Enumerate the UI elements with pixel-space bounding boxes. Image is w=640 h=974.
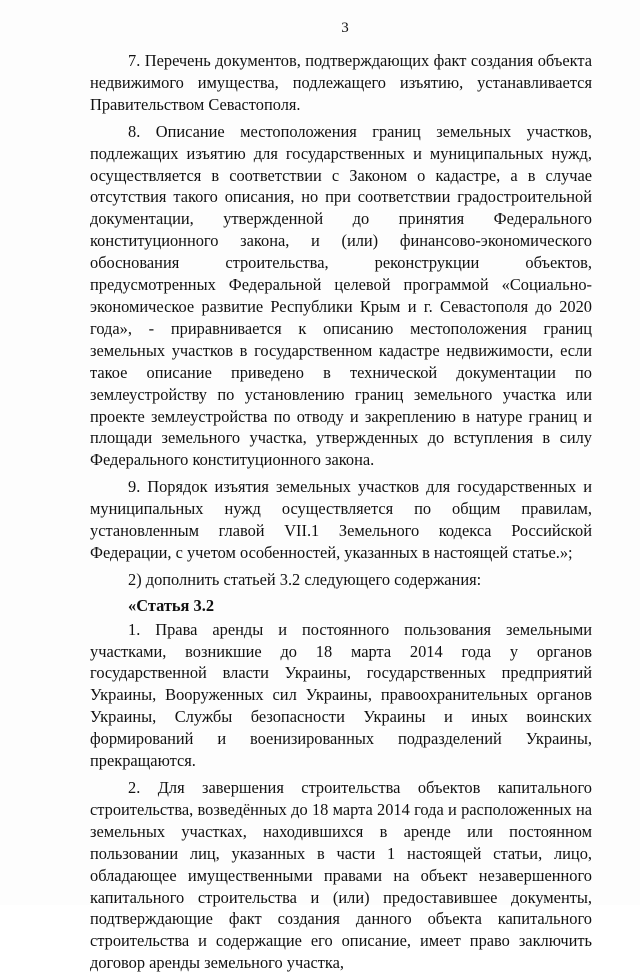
- paragraph-9: 9. Порядок изъятия земельных участков для государственных и муниципальных нужд осуществляется по общим правилам, установленным главой VII.1 Земельного кодекса Российской Федерации, с учетом особенностей, указанных в настоящей статье.»;: [90, 477, 592, 562]
- document-body: [90, 50, 592, 974]
- page-number: 3: [341, 20, 349, 36]
- paragraph-8: 8. Описание местоположения границ земельных участков, подлежащих изъятию для государственных и муниципальных нужд, осуществляется в соответствии с Законом о кадастре, а в случае отсутствия такого описания, но при соответствии градостроительной документации, утвержденной до принятия Федерального конституционного закона, и (или) финансово-экономического обоснования строительства, реконструкции объектов, предусмотренных Федеральной целевой программой «Социально-экономическое развитие Республики Крым и г. Севастополя до 2020 года», - приравнивается к описанию местоположения границ земельных участков в государственном кадастре недвижимости, если такое описание приведено в технической документации по землеустройству по установлению границ земельного участка или проекте землеустройства по отводу и закреплению в натуре границ и площади земельного участка, утвержденных до вступления в силу Федерального конституционного закона.: [90, 121, 592, 470]
- article-heading: «Статья 3.2: [128, 595, 215, 615]
- article-part-2: 2. Для завершения строительства объектов капитального строительства, возведённых до 18 марта 2014 года и расположенных на земельных участках, находившихся в аренде или постоянном пользовании лиц, указанных в части 1 настоящей статьи, лицо, обладающее имущественными правами на объект незавершенного капитального строительства и (или) предоставившее документы, подтверждающие факт создания данного объекта капитального строительства и содержащие его описание, имеет право заключить договор аренды земельного участка,: [90, 778, 592, 973]
- paragraph-7: 7. Перечень документов, подтверждающих факт создания объекта недвижимого имущества, подлежащего изъятию, устанавливается Правительством Севастополя.: [90, 51, 592, 114]
- amendment-item-2: 2) дополнить статьей 3.2 следующего содержания:: [128, 569, 482, 589]
- article-part-1: 1. Права аренды и постоянного пользования земельными участками, возникшие до 18 марта 2014 года у органов государственной власти Украины, государственных предприятий Украины, Вооруженных сил Украины, правоохранительных органов Украины, Службы безопасности Украины и иных воинских формирований и военизированных подразделений Украины, прекращаются.: [90, 619, 592, 771]
